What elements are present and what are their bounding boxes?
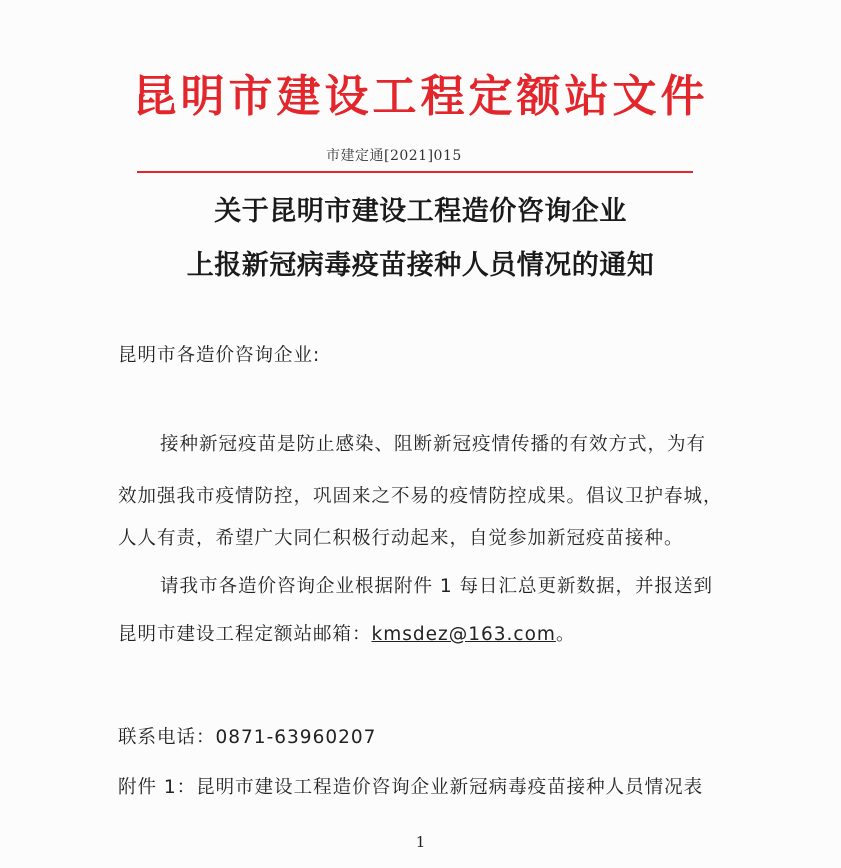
page-number: 1 [415,833,426,851]
document-number: 市建定通[2021]015 [326,148,462,164]
attachment-line: 附件 1：昆明市建设工程造价咨询企业新冠病毒疫苗接种人员情况表 [118,777,704,798]
notice-title-line-1: 关于昆明市建设工程造价咨询企业 [214,196,627,227]
email-prefix-text: 昆明市建设工程定额站邮箱： [118,624,372,645]
paragraph-2-line-2 [118,620,575,646]
email-link[interactable]: kmsdez@163.com [371,624,556,645]
salutation: 昆明市各造价咨询企业: [118,345,321,366]
paragraph-1-line-2: 效加强我市疫情防控，巩固来之不易的疫情防控成果。倡议卫护春城， [118,486,723,507]
notice-title-line-2: 上报新冠病毒疫苗接种人员情况的通知 [186,250,655,281]
contact-phone: 联系电话：0871-63960207 [118,727,377,748]
email-suffix-text: 。 [555,624,576,645]
paragraph-1-line-1: 接种新冠疫苗是防止感染、阻断新冠疫情传播的有效方式，为有 [160,434,707,455]
red-divider-line [137,171,693,173]
paragraph-1-line-3: 人人有责，希望广大同仁积极行动起来，自觉参加新冠疫苗接种。 [118,528,684,549]
issuer-header-title: 昆明市建设工程定额站文件 [132,71,709,122]
paragraph-2-line-1: 请我市各造价咨询企业根据附件 1 每日汇总更新数据，并报送到 [160,576,714,597]
